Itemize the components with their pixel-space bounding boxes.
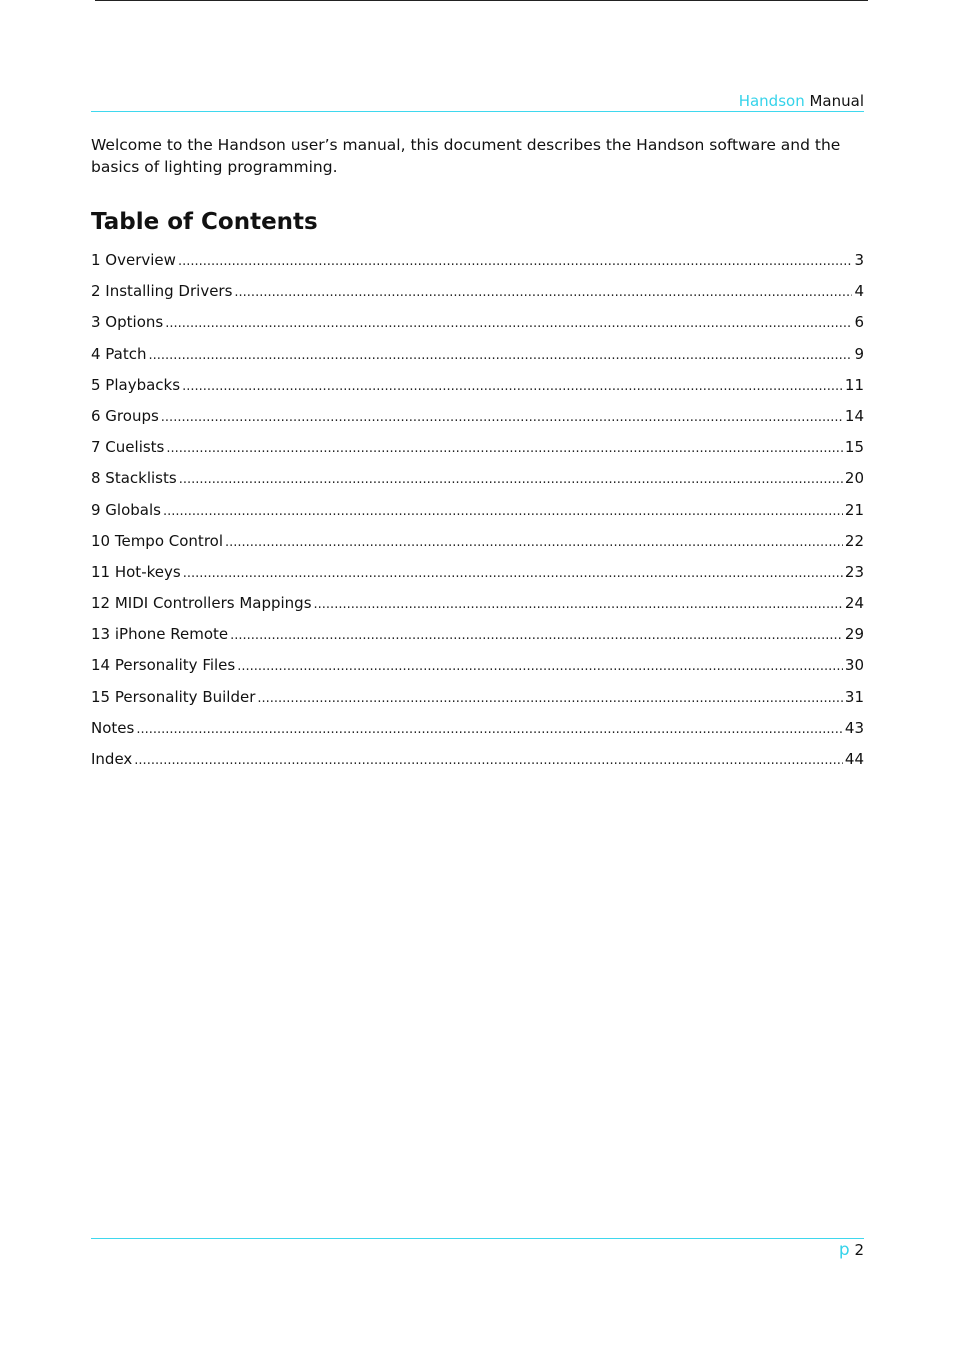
toc-entry[interactable] (91, 623, 864, 654)
toc-entry-page: 24 (844, 594, 864, 613)
header-title: Manual (809, 92, 864, 110)
toc-leader (314, 594, 843, 616)
toc-leader (237, 656, 843, 678)
toc-leader (178, 251, 853, 273)
toc-entry-text: 8 Stacklists (91, 469, 177, 488)
toc-entry-text: Notes (91, 718, 135, 737)
toc-leader (161, 407, 843, 429)
toc-entry[interactable] (91, 405, 864, 436)
intro-paragraph: Welcome to the Handson user’s manual, this document describes the Handson software and the basics of lighting programming. (91, 136, 841, 176)
toc-leader (182, 376, 843, 398)
toc-entry[interactable] (91, 686, 864, 717)
toc-leader (179, 469, 843, 491)
toc-entry-page: 15 (844, 438, 864, 457)
toc-entry[interactable] (91, 467, 864, 498)
toc-entry-text: 3 Options (91, 313, 164, 332)
toc-entry[interactable] (91, 249, 864, 280)
page-header (91, 91, 864, 112)
toc-entry-text: 10 Tempo Control (91, 531, 223, 550)
toc-entry-text: 9 Globals (91, 500, 161, 519)
toc-entry-page: 20 (844, 469, 864, 488)
toc-entry-text: 1 Overview (91, 251, 176, 269)
toc-entry[interactable] (91, 343, 864, 374)
toc-entry-page: 21 (844, 500, 864, 519)
toc-entry-page: 29 (844, 625, 864, 644)
toc-entry[interactable] (91, 311, 864, 342)
toc-leader (166, 438, 843, 460)
toc-leader (234, 282, 852, 304)
toc-entry-text: 12 MIDI Controllers Mappings (91, 594, 312, 613)
toc-entry[interactable] (91, 374, 864, 405)
toc-entry-page: 30 (844, 656, 864, 675)
toc-entry-page: 44 (844, 750, 864, 768)
page-footer (91, 1238, 864, 1261)
toc-entry[interactable] (91, 436, 864, 467)
top-rule (95, 0, 868, 1)
toc-leader (149, 345, 853, 367)
toc-entry-text: 5 Playbacks (91, 375, 181, 394)
toc-entry-text: 4 Patch (91, 344, 147, 363)
toc-entry-page: 31 (844, 687, 864, 706)
footer-page-prefix: p (838, 1240, 850, 1260)
toc-entry[interactable] (91, 561, 864, 592)
toc-entry[interactable] (91, 499, 864, 530)
toc-leader (183, 563, 843, 585)
toc-entry-page: 3 (854, 251, 864, 269)
toc-entry-page: 6 (854, 313, 864, 332)
toc-entry-page: 11 (844, 375, 864, 394)
toc-entry-page: 9 (854, 344, 864, 363)
toc-entry-page: 14 (844, 406, 864, 425)
toc-entry-text: 2 Installing Drivers (91, 282, 233, 301)
toc-entry-page: 22 (844, 531, 864, 550)
toc-leader (257, 688, 843, 710)
toc-entry[interactable] (91, 748, 864, 779)
toc-entry-page: 4 (854, 282, 864, 301)
toc-list (91, 249, 864, 779)
toc-entry[interactable] (91, 280, 864, 311)
header-brand: Handson (738, 92, 805, 110)
toc-entry-text: 15 Personality Builder (91, 687, 256, 706)
toc-leader (163, 501, 843, 523)
toc-entry-text: Index (91, 750, 133, 768)
toc-entry[interactable] (91, 654, 864, 685)
toc-leader (225, 532, 843, 554)
toc-entry-page: 43 (844, 718, 864, 737)
toc-leader (230, 625, 843, 647)
toc-leader (136, 719, 843, 741)
footer-page-number: 2 (854, 1241, 864, 1259)
toc-leader (165, 313, 852, 335)
toc-leader (134, 750, 843, 772)
toc-entry[interactable] (91, 717, 864, 748)
toc-entry[interactable] (91, 530, 864, 561)
toc-entry-text: 7 Cuelists (91, 438, 165, 457)
toc-entry-text: 11 Hot-keys (91, 562, 181, 581)
toc-entry-text: 6 Groups (91, 406, 159, 425)
toc-title: Table of Contents (91, 209, 318, 235)
toc-entry-page: 23 (844, 562, 864, 581)
toc-entry[interactable] (91, 592, 864, 623)
toc-entry-text: 14 Personality Files (91, 656, 236, 675)
toc-entry-text: 13 iPhone Remote (91, 625, 229, 644)
